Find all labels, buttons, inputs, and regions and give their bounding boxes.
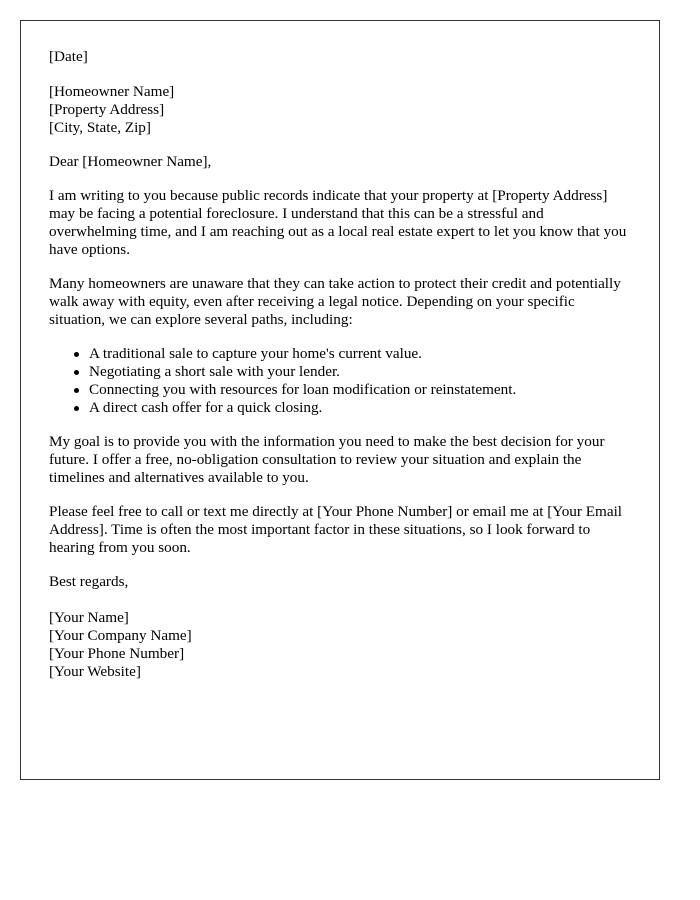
list-item: [89, 399, 631, 417]
signature-company: [Your Company Name]: [49, 627, 192, 644]
recipient-name: [Homeowner Name]: [49, 83, 175, 100]
signature-name: [Your Name]: [49, 609, 129, 626]
list-item-text: A direct cash offer for a quick closing.: [89, 399, 323, 416]
body-paragraph-2: Many homeowners are unaware that they can take action to protect their credit and potentially walk away with equity, even after receiving a legal notice. Depending on your specific situation, we can explore several paths, including:: [49, 275, 621, 328]
body-paragraph-3: My goal is to provide you with the information you need to make the best decision for your future. I offer a free, no-obligation consultation to review your situation and explain the timelines and alternatives available to you.: [49, 433, 605, 486]
signature-phone: [Your Phone Number]: [49, 645, 185, 662]
recipient-city-state-zip: [City, State, Zip]: [49, 119, 151, 136]
bullet-icon: [74, 352, 79, 357]
bullet-icon: [74, 406, 79, 411]
options-list: [49, 345, 631, 417]
body-paragraph-1: I am writing to you because public records indicate that your property at [Property Address] may be facing a potential foreclosure. I understand that this can be a stressful and overwhelming time, and I am reaching out as a local real estate expert to let you know that you have options.: [49, 187, 627, 258]
letter-page: [20, 20, 660, 780]
recipient-address: [Property Address]: [49, 101, 165, 118]
body-paragraph-4: Please feel free to call or text me directly at [Your Phone Number] or email me at [Your Email Address]. Time is often the most important factor in these situations, so I look forward to hearing from you soon.: [49, 503, 623, 556]
list-item-text: A traditional sale to capture your home's current value.: [89, 345, 422, 362]
signature-website: [Your Website]: [49, 663, 141, 680]
list-item-text: Negotiating a short sale with your lender.: [89, 363, 340, 380]
list-item: [89, 363, 631, 381]
recipient-block: [49, 83, 631, 137]
bullet-icon: [74, 370, 79, 375]
signature-block: [49, 609, 631, 681]
closing: Best regards,: [49, 573, 129, 590]
letter-date: [Date]: [49, 48, 88, 65]
salutation: Dear [Homeowner Name],: [49, 153, 212, 170]
list-item-text: Connecting you with resources for loan modification or reinstatement.: [89, 381, 517, 398]
list-item: [89, 381, 631, 399]
bullet-icon: [74, 388, 79, 393]
list-item: [89, 345, 631, 363]
